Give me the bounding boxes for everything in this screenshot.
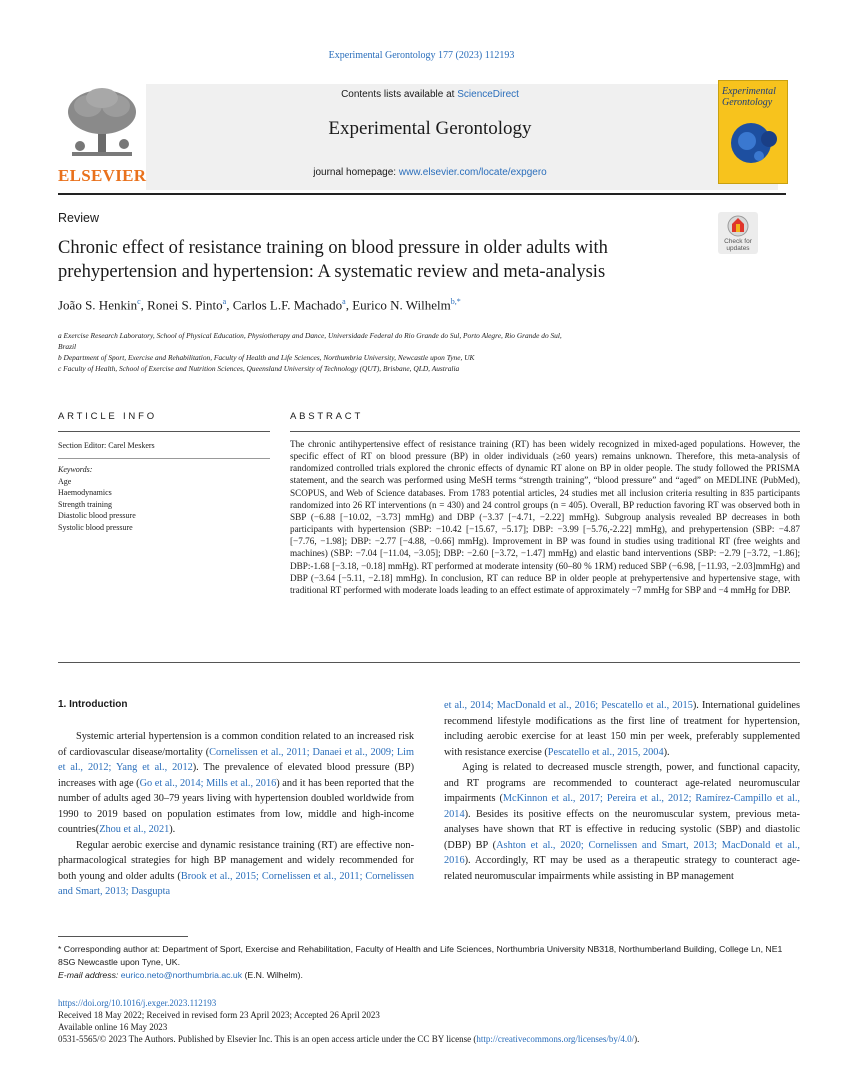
- homepage-prefix: journal homepage:: [313, 167, 399, 178]
- body-column-right: [444, 698, 800, 884]
- citation-link[interactable]: et al., 2014; MacDonald et al., 2016; Pescatello et al., 2015: [444, 700, 693, 711]
- citation-link[interactable]: Zhou et al., 2021: [99, 824, 170, 835]
- copyright-text: ).: [634, 1034, 640, 1044]
- header-rule: [58, 193, 786, 195]
- abstract-text: The chronic antihypertensive effect of resistance training (RT) has been widely recognized in mixed-aged populations. However, the specific effect of RT on blood pressure (BP) in older individuals (≥60 years) remains unknown. Therefore, this meta-analysis of randomized controlled trials explored the chronic effects of dynamic RT alone on BP in older people. The study followed the PRISMA statement, and the search was performed using MeSH terms “strength training”, “blood pressure” and “aged” on MEDLINE (PubMed), SCOPUS, and Web of Science databases. From 1783 potential articles, 24 studies met all inclusion criteria resulting in 835 participants randomized into 26 RT interventions (n = 430) and 24 control groups (n = 405). Overall, BP reduction favoring RT was observed both in SBP (−6.88 [−10.02, −3.73] mmHg) and DBP (−3.37 [−4.71, −2.22] mmHg). Subgroup analysis revealed BP decreases in both participants with hypertension (SBP: −10.42 [−15.67, −5.17]; DBP: −3.99 [−5.76,-2.22] mmHg), and prehypertension (SBP: −4.87 [−7.76, −1.98]; DBP: −2.77 [−4.88, −0.66] mmHg). Improvement in BP was found in studies using traditional RT (free weights and machines) (SBP: −7.04 [−11.04, −3.05]; DBP: −2.60 [−3.72, −1.47] mmHg) and elastic band interventions (SBP: −2.79 [−3.72, −1.86]; DBP:-1.68 [−3.18, −0.18] mmHg). RT performed at moderate intensity (60–80 % 1RM) reduced SBP (−6.98, [−11.93, −2.03]mmHg) and DBP (−3.64 [−5.11, −2.18] mmHg). In conclusion, RT can reduce BP in older people at prehypertensive and hypertensive stage, with traditional RT performed with moderate loads leading to an effect estimate of approximately −7 mmHg for SBP and −4 mmHg for DBP.: [290, 439, 800, 595]
- copyright-text: 0531-5565/© 2023 The Authors. Published by Elsevier Inc. This is an open access article under the CC BY license (: [58, 1034, 477, 1044]
- check-for-updates-label: Check for updates: [724, 238, 752, 252]
- author-affiliation-marker[interactable]: a: [342, 297, 346, 306]
- text-run: ). International guidelines recommend lifestyle modifications as the first line of treatment for hypertension, including aerobic exercise for at least 150 min per week, preferably supplemented with resistance exercise (: [444, 700, 800, 758]
- keyword-item: Haemodynamics: [58, 488, 112, 497]
- text-run: Aging is related to decreased muscle strength, power, and functional capacity, and RT programs are recommended to counteract age-related neuromuscular impairments (: [444, 762, 800, 804]
- text-run: ) and it has been reported that the number of adults aged 30–79 years living with hypertension doubled worldwide from 1990 to 2019 based on population estimates from low, middle and high-income countries(: [58, 777, 415, 835]
- homepage-link[interactable]: www.elsevier.com/locate/expgero: [398, 167, 547, 178]
- keyword-item: Diastolic blood pressure: [58, 511, 136, 520]
- text-run: ).: [169, 824, 176, 835]
- author-name[interactable]: Eurico N. Wilhelm: [352, 297, 451, 313]
- contents-line: [150, 89, 710, 100]
- paragraph: [444, 760, 800, 884]
- author-list: João S. Henkin$^c$, Ronei S. Pinto$^a$, Carlos L.F. Machado$^a$, Eurico N. Wilhelm$^{b,*}$: [58, 297, 461, 313]
- email-suffix: (E.N. Wilhelm).: [242, 970, 303, 980]
- sciencedirect-link[interactable]: ScienceDirect: [457, 89, 519, 100]
- text-run: ). Accordingly, RT may be used as a therapeutic strategy to counteract age-related neuromuscular impairments while assisting in BP management: [444, 855, 800, 882]
- citation-link[interactable]: Go et al., 2014; Mills et al., 2016: [139, 777, 277, 789]
- text-run: ).: [663, 746, 670, 758]
- email-line: [58, 969, 800, 982]
- author-name[interactable]: Carlos L.F. Machado: [232, 297, 343, 313]
- paragraph: [444, 698, 800, 760]
- citation-link[interactable]: Pescatello et al., 2015, 2004: [547, 746, 664, 758]
- corresponding-author-footnote: [58, 943, 800, 982]
- author-affiliation-marker[interactable]: b,*: [450, 297, 461, 306]
- affiliation-line: Brazil: [58, 342, 77, 351]
- citation-link[interactable]: Ashton et al., 2020; Cornelissen and Smart, 2013; MacDonald et al., 2016: [444, 839, 800, 866]
- text-run: ). Besides its positive effects on the neuromuscular system, previous meta-analyses have shown that RT is effective in reducing systolic (SBP) and diastolic (DBP) BP (: [444, 808, 800, 851]
- section-editor: Section Editor: Carel Meskers: [58, 441, 155, 450]
- license-link[interactable]: http://creativecommons.org/licenses/by/4.0/: [476, 1034, 635, 1044]
- article-info-heading: ARTICLE INFO: [58, 411, 157, 422]
- text-run: Systemic arterial hypertension is a common condition related to an increased risk of cardiovascular disease/mortality (: [58, 731, 414, 758]
- citation-link[interactable]: McKinnon et al., 2017; Pereira et al., 2012; Ramírez-Campillo et al., 2014: [444, 793, 800, 820]
- contents-prefix: Contents lists available at: [341, 89, 458, 100]
- publication-info: [58, 997, 818, 1045]
- text-run: ). The prevalence of elevated blood pressure (BP) increases with age (: [58, 762, 415, 789]
- affiliation-line: a Exercise Research Laboratory, School of Physical Education, Physiotherapy and Dance, Universidade Federal do Rio Grande do Sul, Porto Alegre, Rio Grande do Sul,: [58, 331, 562, 340]
- abstract-rule: [290, 431, 800, 432]
- keywords-label: Keywords:: [58, 465, 93, 474]
- journal-homepage: [150, 167, 710, 178]
- paragraph: [58, 729, 414, 838]
- email-link[interactable]: eurico.neto@northumbria.ac.uk: [120, 970, 243, 980]
- doi-link[interactable]: https://doi.org/10.1016/j.exger.2023.112193: [58, 998, 217, 1008]
- keyword-item: Strength training: [58, 499, 112, 509]
- author-name[interactable]: Ronei S. Pinto: [147, 297, 223, 313]
- email-label: E-mail address:: [58, 970, 121, 980]
- article-info-rule: [58, 431, 270, 432]
- text-run: Regular aerobic exercise and dynamic resistance training (RT) are effective non-pharmacological strategies for high BP management and widely recommended for both young and older adults (: [58, 839, 414, 882]
- citation-link[interactable]: Brook et al., 2015; Cornelissen et al., 2011; Cornelissen and Smart, 2013; Dasgupta: [58, 870, 414, 897]
- keyword-item: Age: [58, 476, 72, 486]
- tree-icon: [58, 84, 146, 164]
- footnote-rule: [58, 936, 188, 937]
- abstract-heading: ABSTRACT: [290, 411, 364, 422]
- available-online: Available online 16 May 2023: [58, 1022, 168, 1032]
- author-affiliation-marker[interactable]: a: [222, 297, 227, 306]
- crossmark-icon: [718, 212, 758, 238]
- corresponding-author: * Corresponding author at: Department of Sport, Exercise and Rehabilitation, Faculty of Health and Life Sciences, Northumbria University NB318, Northumberland Building, College Ln, NE1 8SG Newcastle upon Tyne, UK.: [58, 944, 783, 967]
- affiliation-line: c Faculty of Health, School of Exercise and Nutrition Sciences, Queensland University of Technology (QUT), Brisbane, QLD, Australia: [58, 364, 460, 373]
- keyword-item: Systolic blood pressure: [58, 522, 133, 532]
- article-title: Chronic effect of resistance training on blood pressure in older adults with prehypertension and hypertension: A systematic review and meta-analysis: [58, 238, 608, 282]
- affiliations: [58, 330, 748, 374]
- keywords-block: [58, 464, 136, 533]
- affiliation-line: b Department of Sport, Exercise and Rehabilitation, Faculty of Health and Life Sciences, Northumbria University, Newcastle upon Tyne, UK: [58, 353, 475, 362]
- elsevier-wordmark: ELSEVIER: [58, 166, 147, 185]
- body-column-left: [58, 729, 414, 900]
- article-type: Review: [58, 211, 99, 225]
- cover-title: Experimental Gerontology: [722, 86, 776, 108]
- copyright-line: [58, 1033, 818, 1045]
- author-name[interactable]: João S. Henkin: [58, 297, 138, 313]
- abstract-bottom-rule: [58, 662, 800, 663]
- introduction-heading: 1. Introduction: [58, 699, 128, 710]
- paragraph: [58, 838, 414, 900]
- received-dates: Received 18 May 2022; Received in revised form 23 April 2023; Accepted 26 April 2023: [58, 1010, 380, 1020]
- journal-title: Experimental Gerontology: [328, 118, 532, 139]
- article-info-divider: [58, 458, 270, 459]
- journal-citation[interactable]: Experimental Gerontology 177 (2023) 112193: [328, 50, 515, 61]
- citation-link[interactable]: Cornelissen et al., 2011; Danaei et al., 2009; Lim et al., 2012; Yang et al., 2012: [58, 746, 415, 773]
- author-affiliation-marker[interactable]: c: [137, 297, 141, 306]
